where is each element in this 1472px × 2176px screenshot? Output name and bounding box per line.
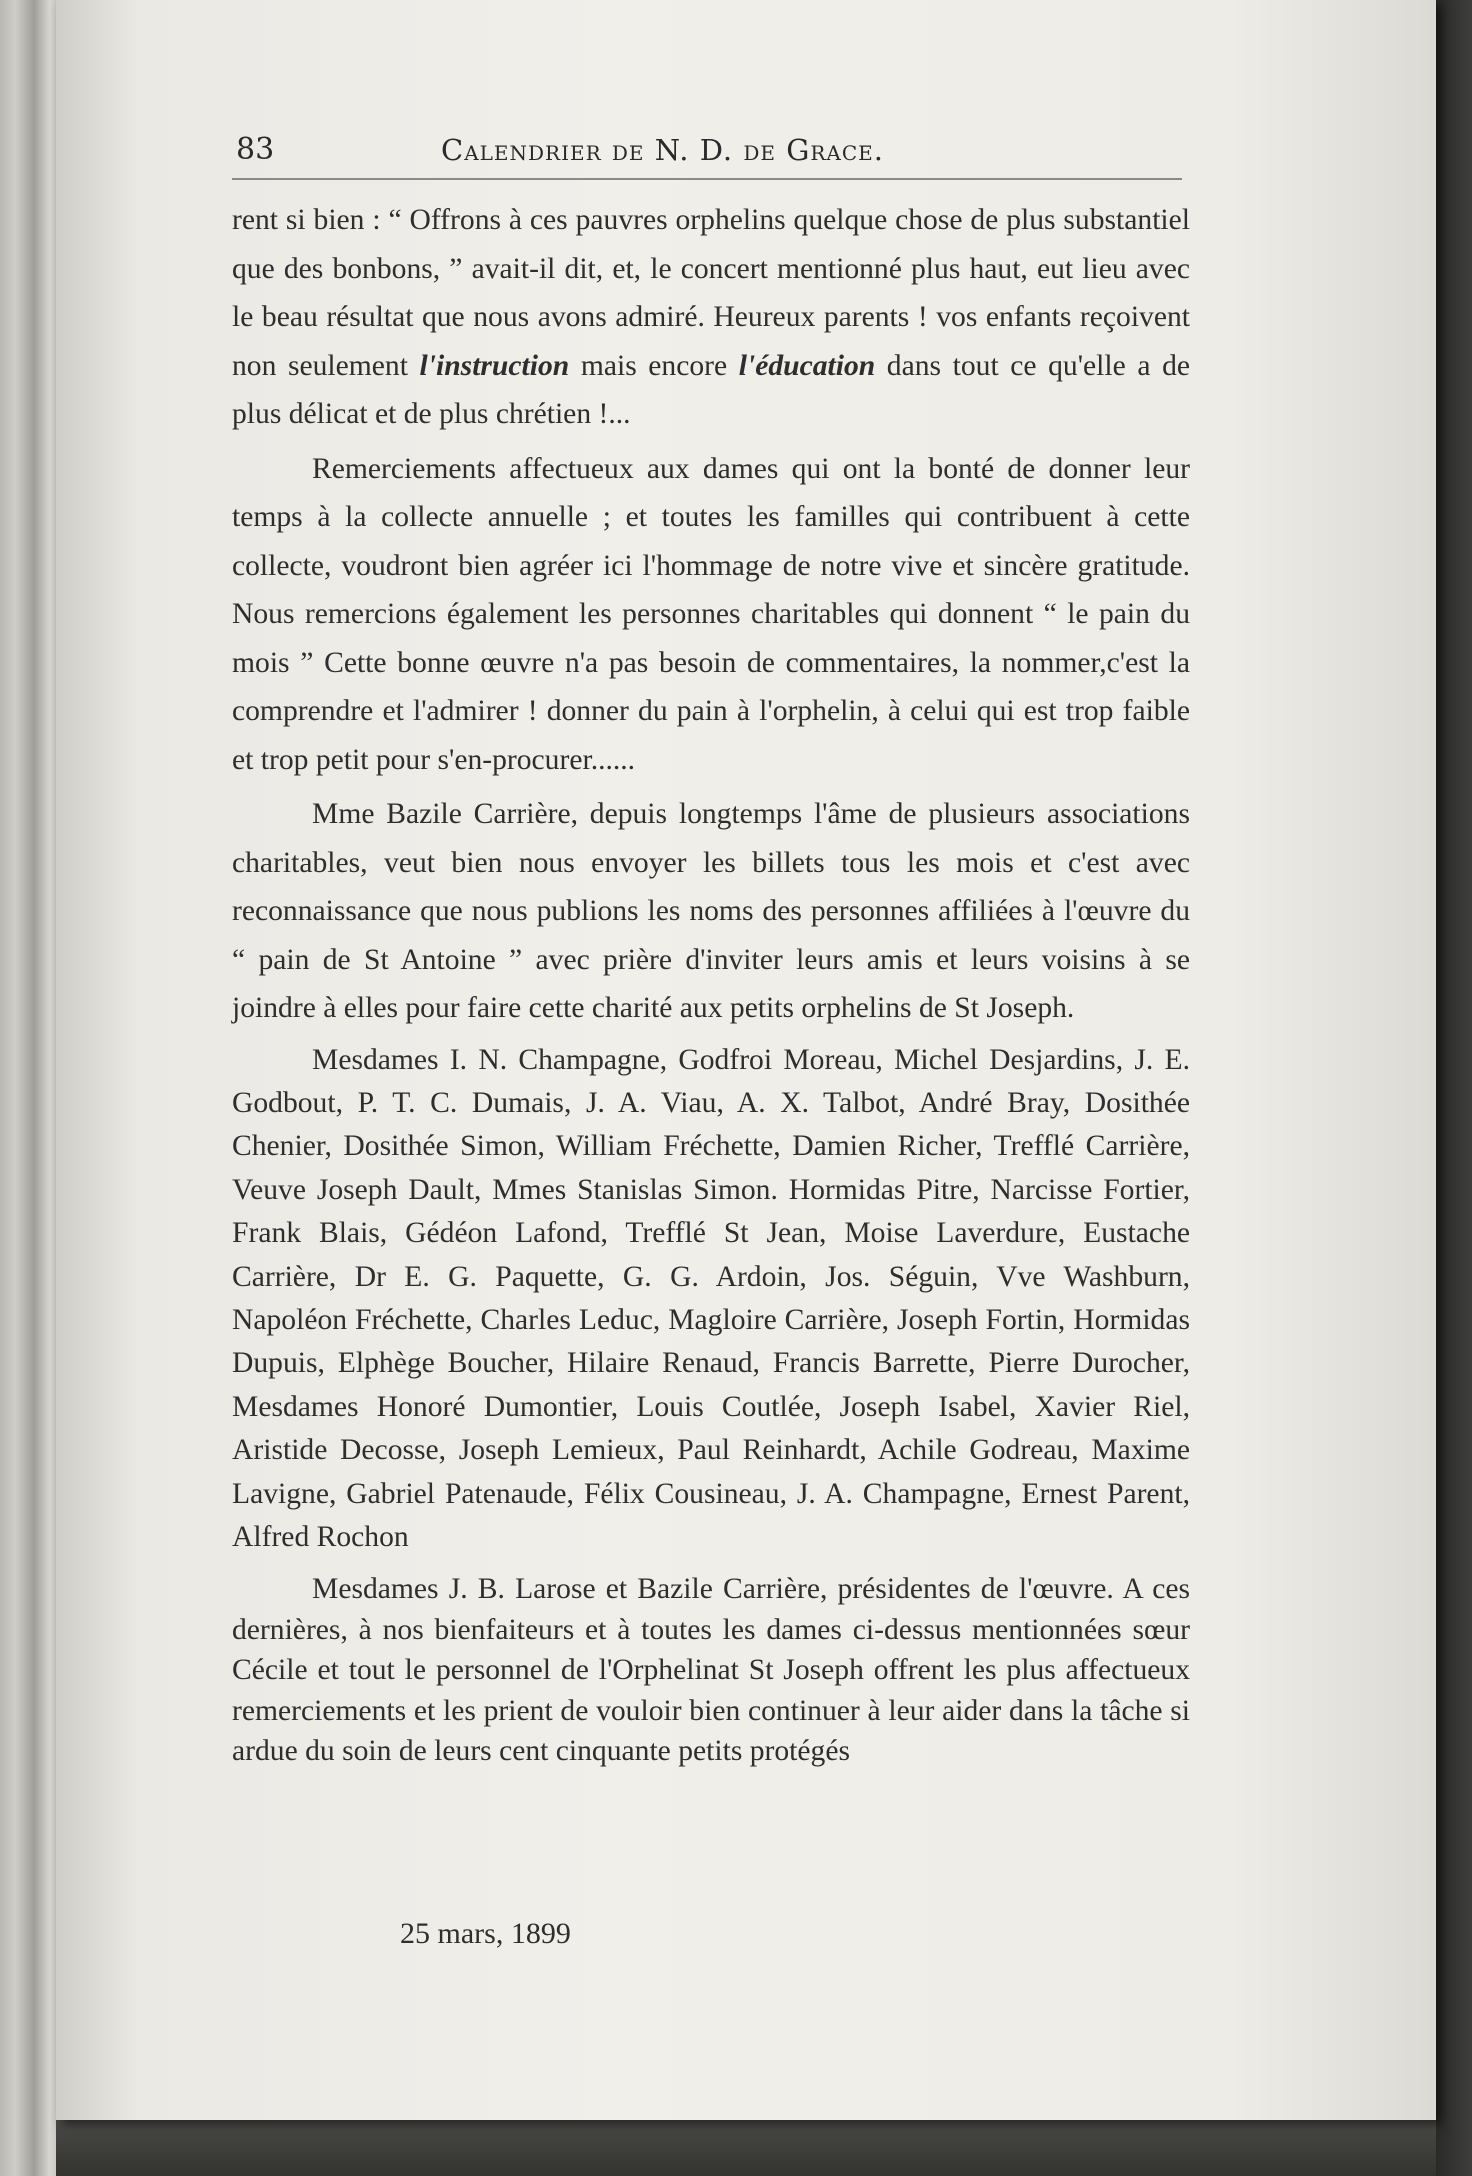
page-bottom-edge bbox=[56, 2120, 1436, 2176]
paragraph-1-text-c: dans tout ce qu'elle a de plus délicat et de plus chrétien !... bbox=[232, 349, 1190, 430]
page-number: 83 bbox=[236, 132, 275, 167]
date-line: 25 mars, 1899 bbox=[400, 1917, 571, 1950]
body-text bbox=[232, 196, 1190, 1778]
running-title: Calendrier de N. D. de Grace. bbox=[441, 133, 884, 167]
paragraph-bazile-carriere: Mme Bazile Carrière, depuis longtemps l'âme de plusieurs associations charitables, veut bien nous envoyer les billets tous les mois et c'est avec reconnaissance que nous publions les noms des personnes affiliées à l'œuvre du “ pain de St Antoine ” avec prière d'inviter leurs amis et leurs voisins à se joindre à elles pour faire cette charité aux petits orphelins de St Joseph. bbox=[232, 798, 1190, 1024]
paragraph-1-text-a: rent si bien : “ Offrons à ces pauvres orphelins quelque chose de plus substantiel que des bonbons, ” avait-il dit, et, le concert mentionné plus haut, eut lieu avec le beau résultat que nous avons admiré. Heureux parents ! vos enfants reçoivent non seulement bbox=[232, 204, 1190, 382]
header-rule bbox=[232, 178, 1182, 180]
paragraph-thanks: Remerciements affectueux aux dames qui ont la bonté de donner leur temps à la collecte annuelle ; et toutes les familles qui contribuent à cette collecte, voudront bien agréer ici l'hommage de notre vive et sincère gratitude. Nous remercions également les personnes charitables qui donnent “ le pain du mois ” Cette bonne œuvre n'a pas besoin de commentaires, la nommer,c'est la comprendre et l'admirer ! donner du pain à l'orphelin, à celui qui est trop faible et trop petit pour s'en-procurer...... bbox=[232, 452, 1190, 776]
paragraph-donor-names: Mesdames I. N. Champagne, Godfroi Moreau, Michel Desjardins, J. E. Godbout, P. T. C. Dumais, J. A. Viau, A. X. Talbot, André Bray, Dosithée Chenier, Dosithée Simon, William Fréchette, Damien Richer, Trefflé Carrière, Veuve Joseph Dault, Mmes Stanislas Simon. Hormidas Pitre, Narcisse Fortier, Frank Blais, Gédéon Lafond, Trefflé St Jean, Moise Laverdure, Eustache Carrière, Dr E. G. Paquette, G. G. Ardoin, Jos. Séguin, Vve Washburn, Napoléon Fréchette, Charles Leduc, Magloire Carrière, Joseph Fortin, Hormidas Dupuis, Elphège Boucher, Hilaire Renaud, Francis Barrette, Pierre Durocher, Mesdames Honoré Dumontier, Louis Coutlée, Joseph Isabel, Xavier Riel, Aristide Decosse, Joseph Lemieux, Paul Reinhardt, Achile Godreau, Maxime Lavigne, Gabriel Patenaude, Félix Cousineau, J. A. Champagne, Ernest Parent, Alfred Rochon bbox=[232, 1043, 1190, 1553]
italic-term-instruction: l'instruction bbox=[419, 349, 570, 382]
paragraph-1-text-b: mais encore bbox=[569, 349, 739, 382]
page-shadow-edge bbox=[1436, 0, 1472, 2176]
book-binding bbox=[0, 0, 62, 2176]
italic-term-education: l'éducation bbox=[738, 349, 876, 382]
paragraph-continuation bbox=[232, 196, 1190, 439]
running-head bbox=[236, 128, 1186, 172]
paragraph-presidents: Mesdames J. B. Larose et Bazile Carrière, présidentes de l'œuvre. A ces dernières, à nos bienfaiteurs et à toutes les dames ci-dessus mentionnées sœur Cécile et tout le personnel de l'Orphelinat St Joseph offrent les plus affectueux remerciements et les prient de vouloir bien continuer à leur aider dans la tâche si ardue du soin de leurs cent cinquante petits protégés bbox=[232, 1573, 1190, 1768]
